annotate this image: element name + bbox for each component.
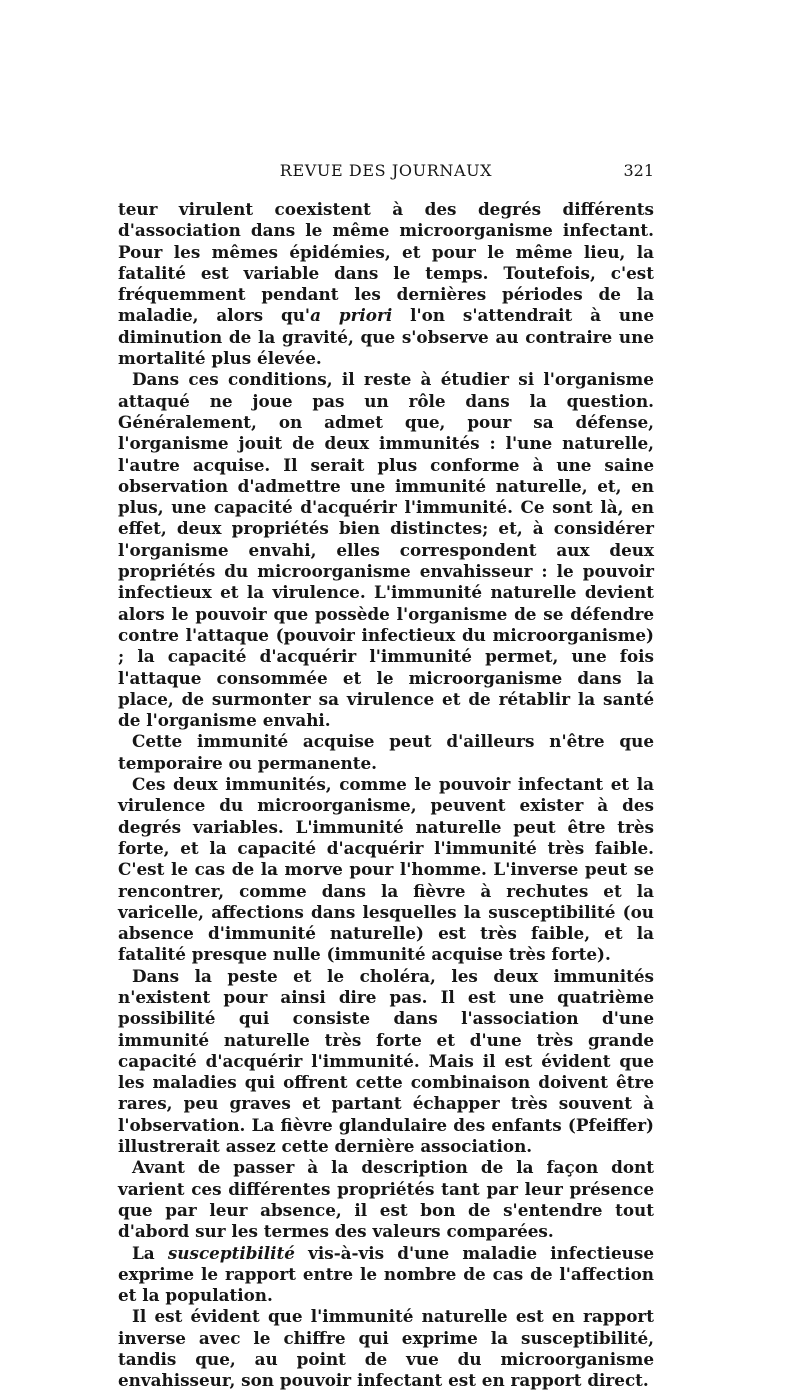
text-run: Il est évident que l'immunité naturelle est en rapport inverse avec le chiffre qui exprime la susceptibilité, tandis que, au point de vue du microorganisme envahisseur, son pouvoir infectant est en rapport direct.	[118, 1306, 654, 1391]
running-title: REVUE DES JOURNAUX	[279, 161, 493, 180]
paragraph	[118, 731, 654, 774]
text-run: l'on s'attendrait à une diminution de la gravité, que s'observe au contraire une mortalité plus élevée.	[118, 305, 654, 369]
page-header	[118, 161, 654, 185]
text-run: vis-à-vis d'une maladie infectieuse exprime le rapport entre le nombre de cas de l'affection et la population.	[118, 1242, 655, 1306]
paragraph	[118, 966, 654, 1158]
body-text	[118, 199, 654, 1392]
text-run: teur virulent coexistent à des degrés différents d'association dans le même microorganisme infectant. Pour les mêmes épidémies, et pour le même lieu, la fatalité est variable dans le temps. Toutefois, c'est fréquemment pendant les dernières périodes de la maladie, alors qu'	[118, 199, 654, 326]
page-number: 321	[623, 161, 654, 180]
paragraph	[118, 369, 654, 731]
text-run: Dans la peste et le choléra, les deux immunités n'existent pour ainsi dire pas. Il est une quatrième possibilité qui consiste dans l'association d'une immunité naturelle très forte et d'une très grande capacité d'acquérir l'immunité. Mais il est évident que les maladies qui offrent cette combinaison doivent être rares, peu graves et partant échapper très souvent à l'observation. La fièvre glandulaire des enfants (Pfeiffer) illustrerait assez cette dernière association.	[118, 965, 654, 1157]
text-run: La	[132, 1242, 168, 1263]
italic-text: susceptibilité	[167, 1242, 295, 1263]
paragraph	[118, 1157, 654, 1242]
paragraph	[118, 1243, 654, 1307]
text-run: Avant de passer à la description de la façon dont varient ces différentes propriétés tant par leur présence que par leur absence, il est bon de s'entendre tout d'abord sur les termes des valeurs comparées.	[118, 1157, 654, 1242]
text-run: Dans ces conditions, il reste à étudier si l'organisme attaqué ne joue pas un rôle dans la question. Généralement, on admet que, pour sa défense, l'organisme jouit de deux immunités : l'une naturelle, l'autre acquise. Il serait plus conforme à une saine observation d'admettre une immunité naturelle, et, en plus, une capacité d'acquérir l'immunité. Ce sont là, en effet, deux propriétés bien distinctes; et, à considérer l'organisme envahi, elles correspondent aux deux propriétés du microorganisme envahisseur : le pouvoir infectieux et la virulence. L'immunité naturelle devient alors le pouvoir que possède l'organisme de se défendre contre l'attaque (pouvoir infectieux du microorganisme) ; la capacité d'acquérir l'immunité permet, une fois l'attaque consommée et le microorganisme dans la place, de surmonter sa virulence et de rétablir la santé de l'organisme envahi.	[118, 369, 654, 731]
paragraph	[118, 199, 654, 369]
italic-text: a priori	[310, 305, 393, 326]
paragraph	[118, 774, 654, 966]
paragraph	[118, 1306, 654, 1391]
text-run: Ces deux immunités, comme le pouvoir infectant et la virulence du microorganisme, peuvent exister à des degrés variables. L'immunité naturelle peut être très forte, et la capacité d'acquérir l'immunité très faible. C'est le cas de la morve pour l'homme. L'inverse peut se rencontrer, comme dans la fièvre à rechutes et la varicelle, affections dans lesquelles la susceptibilité (ou absence d'immunité naturelle) est très faible, et la fatalité presque nulle (immunité acquise très forte).	[118, 774, 654, 965]
text-run: Cette immunité acquise peut d'ailleurs n'être que temporaire ou permanente.	[118, 731, 654, 773]
